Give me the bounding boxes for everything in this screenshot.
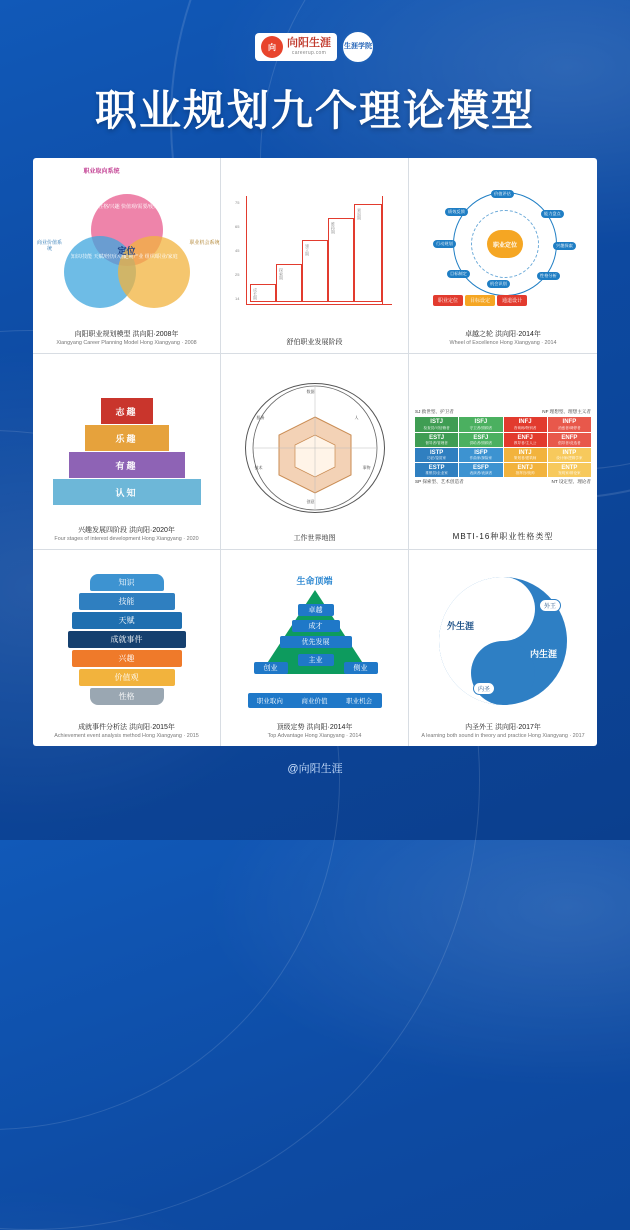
mbti-header-left: SJ 救世型、护卫者	[415, 409, 454, 415]
advantage-level-3: 优先发展	[280, 636, 352, 648]
map-hex-shape	[245, 383, 385, 513]
onion-layer-4: 成就事件	[68, 631, 186, 648]
onion-layer-7: 性格	[90, 688, 164, 705]
wheel-node-7: 行动规划	[433, 240, 456, 248]
venn-center-label: 定位	[117, 245, 136, 256]
pyramid-layer-3: 有趣	[69, 452, 185, 478]
card-caption	[287, 338, 343, 347]
mbti-cn: 倡导者/竞选者	[558, 441, 581, 446]
interest-pyramid	[39, 362, 214, 526]
caption-cn: 卓越之轮 洪向阳·2014年	[465, 331, 541, 339]
card-caption	[56, 330, 196, 347]
mbti-code: INFP	[562, 419, 577, 426]
mbti-code: ENTJ	[517, 464, 533, 471]
card-career-planning-model[interactable]	[33, 158, 221, 354]
map-region-4: 创意	[306, 498, 315, 504]
mbti-code: ISFJ	[474, 419, 488, 426]
advantage-level-1: 卓越	[298, 604, 334, 616]
mbti-cn: 教导者/主人公	[513, 441, 537, 446]
mbti-cn: 发明家/辩论家	[558, 471, 581, 476]
card-mbti-16-types[interactable]	[409, 354, 597, 550]
caption-cn: 顶级定势 洪向阳·2014年	[276, 724, 353, 732]
mbti-cn: 咨询师/特别者	[513, 426, 537, 431]
caption-en: Achievement event analysis method Hong Xiangyang · 2015	[54, 732, 199, 739]
mbti-code: ENFJ	[517, 434, 533, 441]
caption-cn: 向阳职业规划模型 洪向阳·2008年	[74, 331, 179, 339]
brand-logo	[0, 0, 630, 64]
caption-cn: 兴趣发展四阶段 洪向阳·2020年	[78, 527, 175, 535]
onion-layer-6: 价值观	[79, 669, 175, 686]
card-caption	[294, 534, 336, 543]
caption-en: Top Advantage Hong Xiangyang · 2014	[267, 732, 362, 739]
wheel-hub-label: 职业定位	[487, 230, 523, 258]
stage-label-2: 探索期	[279, 267, 284, 280]
advantage-base-1: 职业取向	[256, 697, 283, 705]
card-top-advantage[interactable]	[221, 550, 409, 746]
map-region-3: 事物	[362, 464, 371, 470]
mbti-cn: 指挥官/统帅	[515, 471, 535, 476]
mbti-footer-left: SP 探索型、艺术创造者	[415, 478, 464, 484]
card-inner-outer-career[interactable]	[409, 550, 597, 746]
top-advantage-title: 生命顶端	[296, 575, 333, 586]
page-title: 职业规划九个理论模型	[94, 87, 535, 134]
stage-label-3: 建立期	[305, 243, 310, 256]
mbti-cn: 设计师/逻辑学家	[556, 456, 583, 461]
caption-en: Xiangyang Career Planning Model Hong Xiangyang · 2008	[56, 339, 197, 346]
card-caption	[54, 723, 198, 740]
card-caption	[54, 526, 198, 543]
caption-cn: 工作世界地图	[293, 534, 336, 542]
mbti-code: ESTP	[428, 464, 445, 471]
onion-layer-3: 天赋	[72, 612, 182, 629]
mbti-code: ENFP	[561, 434, 578, 441]
mbti-code: ESFJ	[473, 434, 489, 441]
stairs-y-axis	[246, 196, 247, 304]
venn-label-left: 知识/技能 天赋/经历/人脉	[70, 254, 127, 261]
stairs-diagram: 75 65 45 25 14 成长期 探索期 建立期 维持期 衰退期	[227, 166, 402, 338]
mbti-grid	[415, 417, 591, 476]
venn-title: 职业取向系统	[83, 169, 120, 176]
stairs-y-axis-right	[382, 196, 383, 304]
map-region-5: 技术	[254, 464, 263, 470]
taiji-label-inner-career: 内生涯	[529, 648, 557, 659]
advantage-level-4: 主业	[298, 654, 334, 666]
mbti-code: ENTP	[561, 464, 578, 471]
venn-axis-right: 职业机会系统	[189, 240, 220, 247]
wheel-node-3: 兴趣探索	[553, 242, 576, 250]
advantage-side-right: 侧业	[344, 662, 378, 674]
stage-label-4: 维持期	[331, 221, 336, 234]
card-caption	[268, 723, 362, 740]
stage-label-1: 成长期	[253, 287, 258, 300]
wheel-diagram	[415, 166, 591, 330]
taiji-label-inner-sage: 内圣	[473, 682, 495, 695]
pyramid-layer-4: 认知	[53, 479, 201, 505]
mbti-cn: 表演者/表演者	[469, 471, 493, 476]
mbti-cn: 策划者/建筑师	[513, 456, 537, 461]
mbti-code: ESFP	[473, 464, 489, 471]
wheel-node-6: 目标制定	[447, 270, 470, 278]
onion-model	[39, 558, 214, 723]
venn-label-right: 定期产业 组织/职业/家庭	[123, 254, 178, 261]
caption-en: Wheel of Excellence Hong Xiangyang · 2014	[449, 339, 557, 346]
advantage-base-2: 商业价值	[301, 697, 328, 705]
top-advantage-diagram	[227, 558, 402, 723]
wheel-button-1[interactable]: 职业定位	[433, 295, 463, 306]
wheel-node-8: 绩效反馈	[445, 208, 468, 216]
card-schein-career-stages[interactable]	[221, 158, 409, 354]
taiji-diagram	[415, 558, 591, 723]
wheel-buttons	[433, 295, 527, 306]
wheel-node-2: 能力盘点	[541, 210, 564, 218]
caption-cn: MBTI-16种职业性格类型	[452, 532, 554, 542]
mbti-footer-right: NT 设定型、理论者	[551, 478, 591, 484]
map-region-2: 人	[354, 414, 359, 420]
wheel-button-2[interactable]: 目标设定	[465, 295, 495, 306]
mbti-code: ISTP	[429, 449, 444, 456]
taiji-label-outer-king: 外王	[539, 599, 561, 612]
card-caption	[453, 532, 554, 543]
logo-badge	[255, 33, 337, 61]
caption-cn: 舒伯职业发展阶段	[286, 338, 343, 346]
wheel-node-4: 性格分析	[537, 272, 560, 280]
advantage-base	[248, 693, 382, 708]
wheel-button-3[interactable]: 通道设计	[497, 295, 527, 306]
mbti-code: INTJ	[518, 449, 532, 456]
mbti-matrix	[415, 362, 591, 532]
wheel-node-1: 价值评估	[491, 190, 514, 198]
advantage-level-2: 成才	[292, 620, 340, 632]
mbti-code: INFJ	[518, 419, 532, 426]
mbti-code: ESTJ	[429, 434, 445, 441]
mbti-cn: 作曲家/探险家	[469, 456, 493, 461]
mbti-cn: 治愈者/调停者	[558, 426, 581, 431]
caption-cn: 内圣外王 洪向阳·2017年	[465, 724, 541, 732]
card-achievement-event-analysis[interactable]	[33, 550, 221, 746]
pyramid-layer-1: 志趣	[101, 398, 153, 424]
card-caption	[421, 723, 584, 740]
logo-text: 向阳生涯	[287, 37, 331, 50]
map-region-1: 数据	[306, 388, 315, 394]
caption-cn: 成就事件分析法 洪向阳·2015年	[78, 724, 175, 732]
caption-en: Four stages of interest development Hong Xiangyang · 2020	[54, 535, 199, 542]
stage-label-5: 衰退期	[357, 207, 362, 220]
mbti-cn: 推销员/企业家	[425, 471, 448, 476]
taiji-dot-blue	[471, 641, 535, 705]
venn-axis-left: 商业价值系统	[36, 240, 62, 253]
card-wheel-of-excellence[interactable]	[409, 158, 597, 354]
taiji-dot-white	[471, 577, 535, 641]
mbti-cn: 督导者/管理者	[425, 441, 448, 446]
mbti-code: ISFP	[474, 449, 488, 456]
logo-subtext: careerup.com	[291, 49, 327, 56]
venn-label-top: 性格/兴趣 快值观/需要/使命	[98, 204, 159, 211]
caption-en: A learning both sound in theory and practice Hong Xiangyang · 2017	[421, 732, 585, 739]
onion-layer-2: 技能	[79, 593, 175, 610]
onion-layer-5: 兴趣	[72, 650, 182, 667]
mbti-cn: 检查员/可信赖者	[423, 426, 450, 431]
card-four-stages-interest[interactable]	[33, 354, 221, 550]
advantage-side-left: 创业	[254, 662, 288, 674]
card-caption	[450, 330, 557, 347]
taiji-circle	[439, 577, 567, 705]
work-world-map-diagram	[227, 362, 402, 534]
card-work-world-map[interactable]	[221, 354, 409, 550]
mbti-code: ISTJ	[430, 419, 443, 426]
pyramid-layer-2: 乐趣	[85, 425, 169, 451]
advantage-base-3: 职业机会	[346, 697, 373, 705]
onion-layer-1: 知识	[90, 574, 164, 591]
venn-diagram	[36, 166, 220, 330]
mbti-cn: 巧匠/鉴赏家	[427, 456, 447, 461]
wheel-node-5: 机会识别	[487, 280, 510, 288]
mbti-header-right: NF 理想型、理想主义者	[542, 409, 591, 415]
logo-mark-icon: 向	[261, 36, 283, 58]
footer-handle: @向阳生涯	[287, 763, 343, 775]
models-grid	[33, 158, 597, 746]
map-region-6: 服务	[256, 414, 265, 420]
taiji-label-outer-career: 外生涯	[447, 620, 475, 631]
seal-icon: 生涯学院	[341, 30, 375, 64]
stairs-x-axis	[246, 304, 392, 305]
mbti-cn: 供给者/照顾者	[469, 441, 493, 446]
mbti-code: INTP	[562, 449, 577, 456]
mbti-cn: 守卫者/照顾者	[469, 426, 493, 431]
